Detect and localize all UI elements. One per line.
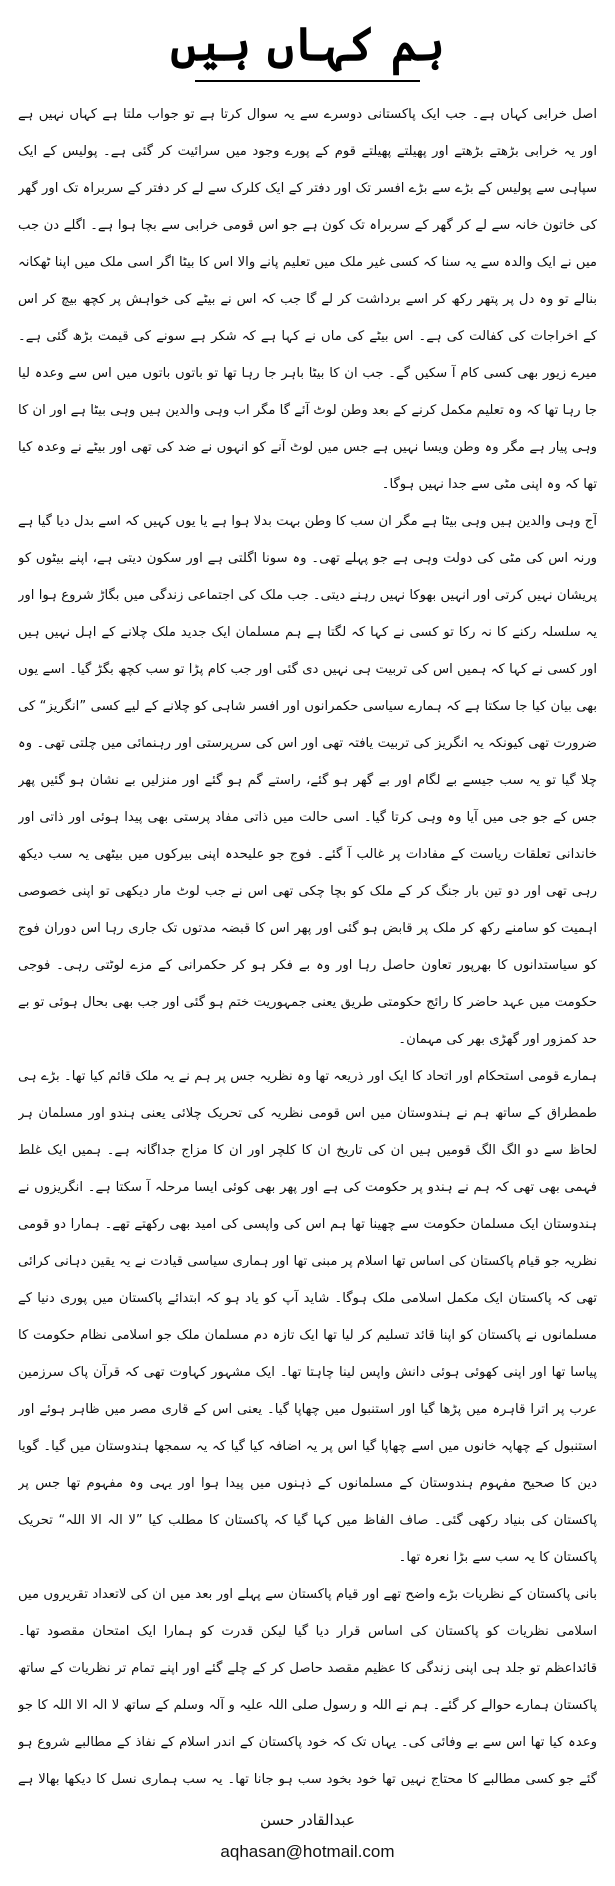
paragraph-2: آج وہی والدین ہیں وہی بیٹا ہے مگر ان سب کا وطن بہت بدلا ہوا ہے یا یوں کہیں کہ اسے بدل دیا گیا ہے ورنہ اس کی مٹی کی دولت وہی ہے جو پہلے تھی۔ وہ سونا اگلتی ہے اور سکون دیتی ہے، اپنے بیٹوں کو پریشان نہیں کرتی اور انہیں بھوکا نہیں رہنے دیتی۔ جب ملک کی اجتماعی زندگی میں بگاڑ شروع ہوا اور یہ سلسلہ رکنے کا نہ رکا تو کسی نے کہا کہ لگتا ہے ہم مسلمان ایک جدید ملک چلانے کے اہل نہیں ہیں اور کسی نے کہا کہ ہمیں اس کی تربیت ہی نہیں دی گئی اور جب کام پڑا تو سب کچھ بگڑ گیا۔ اسے یوں بھی بیان کیا جا سکتا ہے کہ ہمارے سیاسی حکمرانوں اور افسر شاہی کو چلانے کے لیے کسی ”انگریز“ کی ضرورت تھی کیونکہ یہ انگریز کی تربیت یافتہ تھی اور اس کی سرپرستی اور رہنمائی میں چلتی تھی۔ وہ چلا گیا تو یہ سب جیسے بے لگام اور بے گھر ہو گئے، راستے گم ہو گئے اور منزلیں بے نشان ہو گئیں پھر جس کے جو جی میں آیا وہ وہی کرتا گیا۔ اسی حالت میں ذاتی مفاد پرستی بھی پیدا ہوئی اور ذاتی اور خاندانی تعلقات ریاست کے مفادات پر غالب آ گئے۔ فوج جو علیحدہ اپنی بیرکوں میں بیٹھی یہ سب دیکھ رہی تھی اور دو تین بار جنگ کر کے ملک کو بچا چکی تھی اس نے جب لوٹ مار دیکھی تو اپنی خصوصی اہمیت کو سامنے رکھ کر ملک پر قابض ہو گئی اور پھر اس کا قبضہ مدتوں تک جاری رہا اس دوران فوج کو سیاستدانوں کا بھرپور تعاون حاصل رہا اور وہ بے فکر ہو کر حکمرانی کے مزے لوٹتی رہی۔ فوجی حکومت میں عہد حاضر کا رائج حکومتی طریق یعنی جمہوریت ختم ہو گئی اور جب بھی بحال ہوئی تو بے حد کمزور اور گھڑی بھر کی مہمان۔ — [18, 514, 597, 1047]
title-underline — [195, 80, 420, 82]
article-body — [18, 96, 597, 1786]
paragraph-3: ہمارے قومی استحکام اور اتحاد کا ایک اور ذریعہ تھا وہ نظریہ جس پر ہم نے یہ ملک قائم کیا تھا۔ بڑے ہی طمطراق کے ساتھ ہم نے ہندوستان میں اس قومی نظریہ کی تحریک چلائی یعنی ہندو اور مسلمان ہر لحاظ سے دو الگ الگ قومیں ہیں ان کی تاریخ ان کا کلچر اور ان کا مزاج جداگانہ ہے۔ ہمیں ایک غلط فہمی بھی تھی کہ ہم نے ہندو پر حکومت کی ہے اور پھر بھی کوئی ایسا مرحلہ آ سکتا ہے۔ انگریزوں نے ہندوستان ایک مسلمان حکومت سے چھینا تھا ہم اس کی واپسی کی امید بھی رکھتے تھے۔ ہمارا دو قومی نظریہ جو قیام پاکستان کی اساس تھا اسلام پر مبنی تھا اور ہماری سیاسی قیادت نے یہ یقین دہانی کرائی تھی کہ پاکستان ایک مکمل اسلامی ملک ہوگا۔ شاید آپ کو یاد ہو کہ ابتدائے پاکستان میں پوری دنیا کے مسلمانوں نے پاکستان کو اپنا قائد تسلیم کر لیا تھا ایک تازہ دم مسلمان ملک جو اسلامی نظام حکومت کا پیاسا تھا اور اپنی کھوئی ہوئی دانش واپس لینا چاہتا تھا۔ ایک مشہور کہاوت تھی کہ قرآن پاک سرزمین عرب پر اترا قاہرہ میں پڑھا گیا اور استنبول میں چھاپا گیا۔ یعنی اس کے قاری مصر میں ظاہر ہوئے اور استنبول کے چھاپہ خانوں میں اسے چھاپا گیا اس پر یہ اضافہ کیا گیا کہ یہ سمجھا ہندوستان میں گیا۔ گویا دین کا صحیح مفہوم ہندوستان کے مسلمانوں کے ذہنوں میں پیدا ہوا اور یہی وہ مفہوم تھا جس پر پاکستان کی بنیاد رکھی گئی۔ صاف الفاظ میں کہا گیا کہ پاکستان کا مطلب کیا ”لا الہ الا اللہ“ تحریک پاکستان کا یہ سب سے بڑا نعرہ تھا۔ — [18, 1069, 597, 1565]
title-area — [0, 14, 615, 74]
author-email: aqhasan@hotmail.com — [220, 1842, 395, 1861]
paragraph-1: اصل خرابی کہاں ہے۔ جب ایک پاکستانی دوسرے سے یہ سوال کرتا ہے تو جواب ملتا ہے کہاں نہیں ہے اور یہ خرابی بڑھتے بڑھتے اور پھیلتے پھیلتے قوم کے پورے وجود میں سرائیت کر گئی ہے۔ پولیس کے ایک سپاہی سے پولیس کے بڑے سے بڑے افسر تک اور دفتر کے ایک کلرک سے لے کر دفتر کے سربراہ تک اور گھر کی خاتون خانہ سے لے کر گھر کے سربراہ تک کون ہے جو اس قومی خرابی سے بچا ہوا ہے۔ اگلے دن جب میں نے ایک والدہ سے یہ سنا کہ کسی غیر ملک میں تعلیم پانے والا اس کا بیٹا اگر اسی ملک میں اپنا ٹھکانہ بنالے تو وہ دل پر پتھر رکھ کر اسے برداشت کر لے گا جب کہ اس نے بیٹے کی خواہش پر کچھ بیچ کر اس کے اخراجات کی کفالت کی ہے۔ اس بیٹے کی ماں نے کہا ہے کہ شکر ہے سونے کی قیمت بڑھ گئی ہے۔ میرے زیور بھی کسی کام آ سکیں گے۔ جب ان کا بیٹا باہر جا رہا تھا تو باتوں باتوں میں اس سے وعدہ لیا جا رہا تھا کہ وہ تعلیم مکمل کرنے کے بعد وطن لوٹ آئے گا مگر اب وہی والدین ہیں وہی بیٹا ہے اور ان کا وہی پیار ہے مگر وہ وطن ویسا نہیں ہے جس میں لوٹ آنے کو انہوں نے ضد کی تھی اور بیٹے نے وعدہ کیا تھا کہ وہ اپنی مٹی سے جدا نہیں ہوگا۔ — [18, 107, 597, 492]
paragraph-4: بانی پاکستان کے نظریات بڑے واضح تھے اور قیام پاکستان سے پہلے اور بعد میں ان کی لاتعداد تقریروں میں اسلامی نظریات کو پاکستان کی اساس قرار دیا گیا لیکن قدرت کو ہمارا ایک امتحان مقصود تھا۔ قائداعظم تو جلد ہی اپنی زندگی کا عظیم مقصد حاصل کر کے چلے گئے اور اپنے تمام تر نظریات کے ساتھ پاکستان ہمارے حوالے کر گئے۔ ہم نے اللہ و رسول صلی اللہ علیہ و آلہ وسلم کے ساتھ لا الہ الا اللہ کا جو وعدہ کیا تھا اس سے بے وفائی کی۔ یہاں تک کہ خود پاکستان کے اندر اسلام کے نفاذ کے مطالبے شروع ہو گئے جو کسی مطالبے کا محتاج نہیں تھا خود بخود سب ہو جانا تھا۔ یہ سب ہماری نسل کا دیکھا بھالا ہے — [18, 1587, 597, 1786]
author-byline: عبدالقادر حسن — [259, 1811, 355, 1829]
column-title: ہم کہاں ہیں — [170, 17, 445, 71]
